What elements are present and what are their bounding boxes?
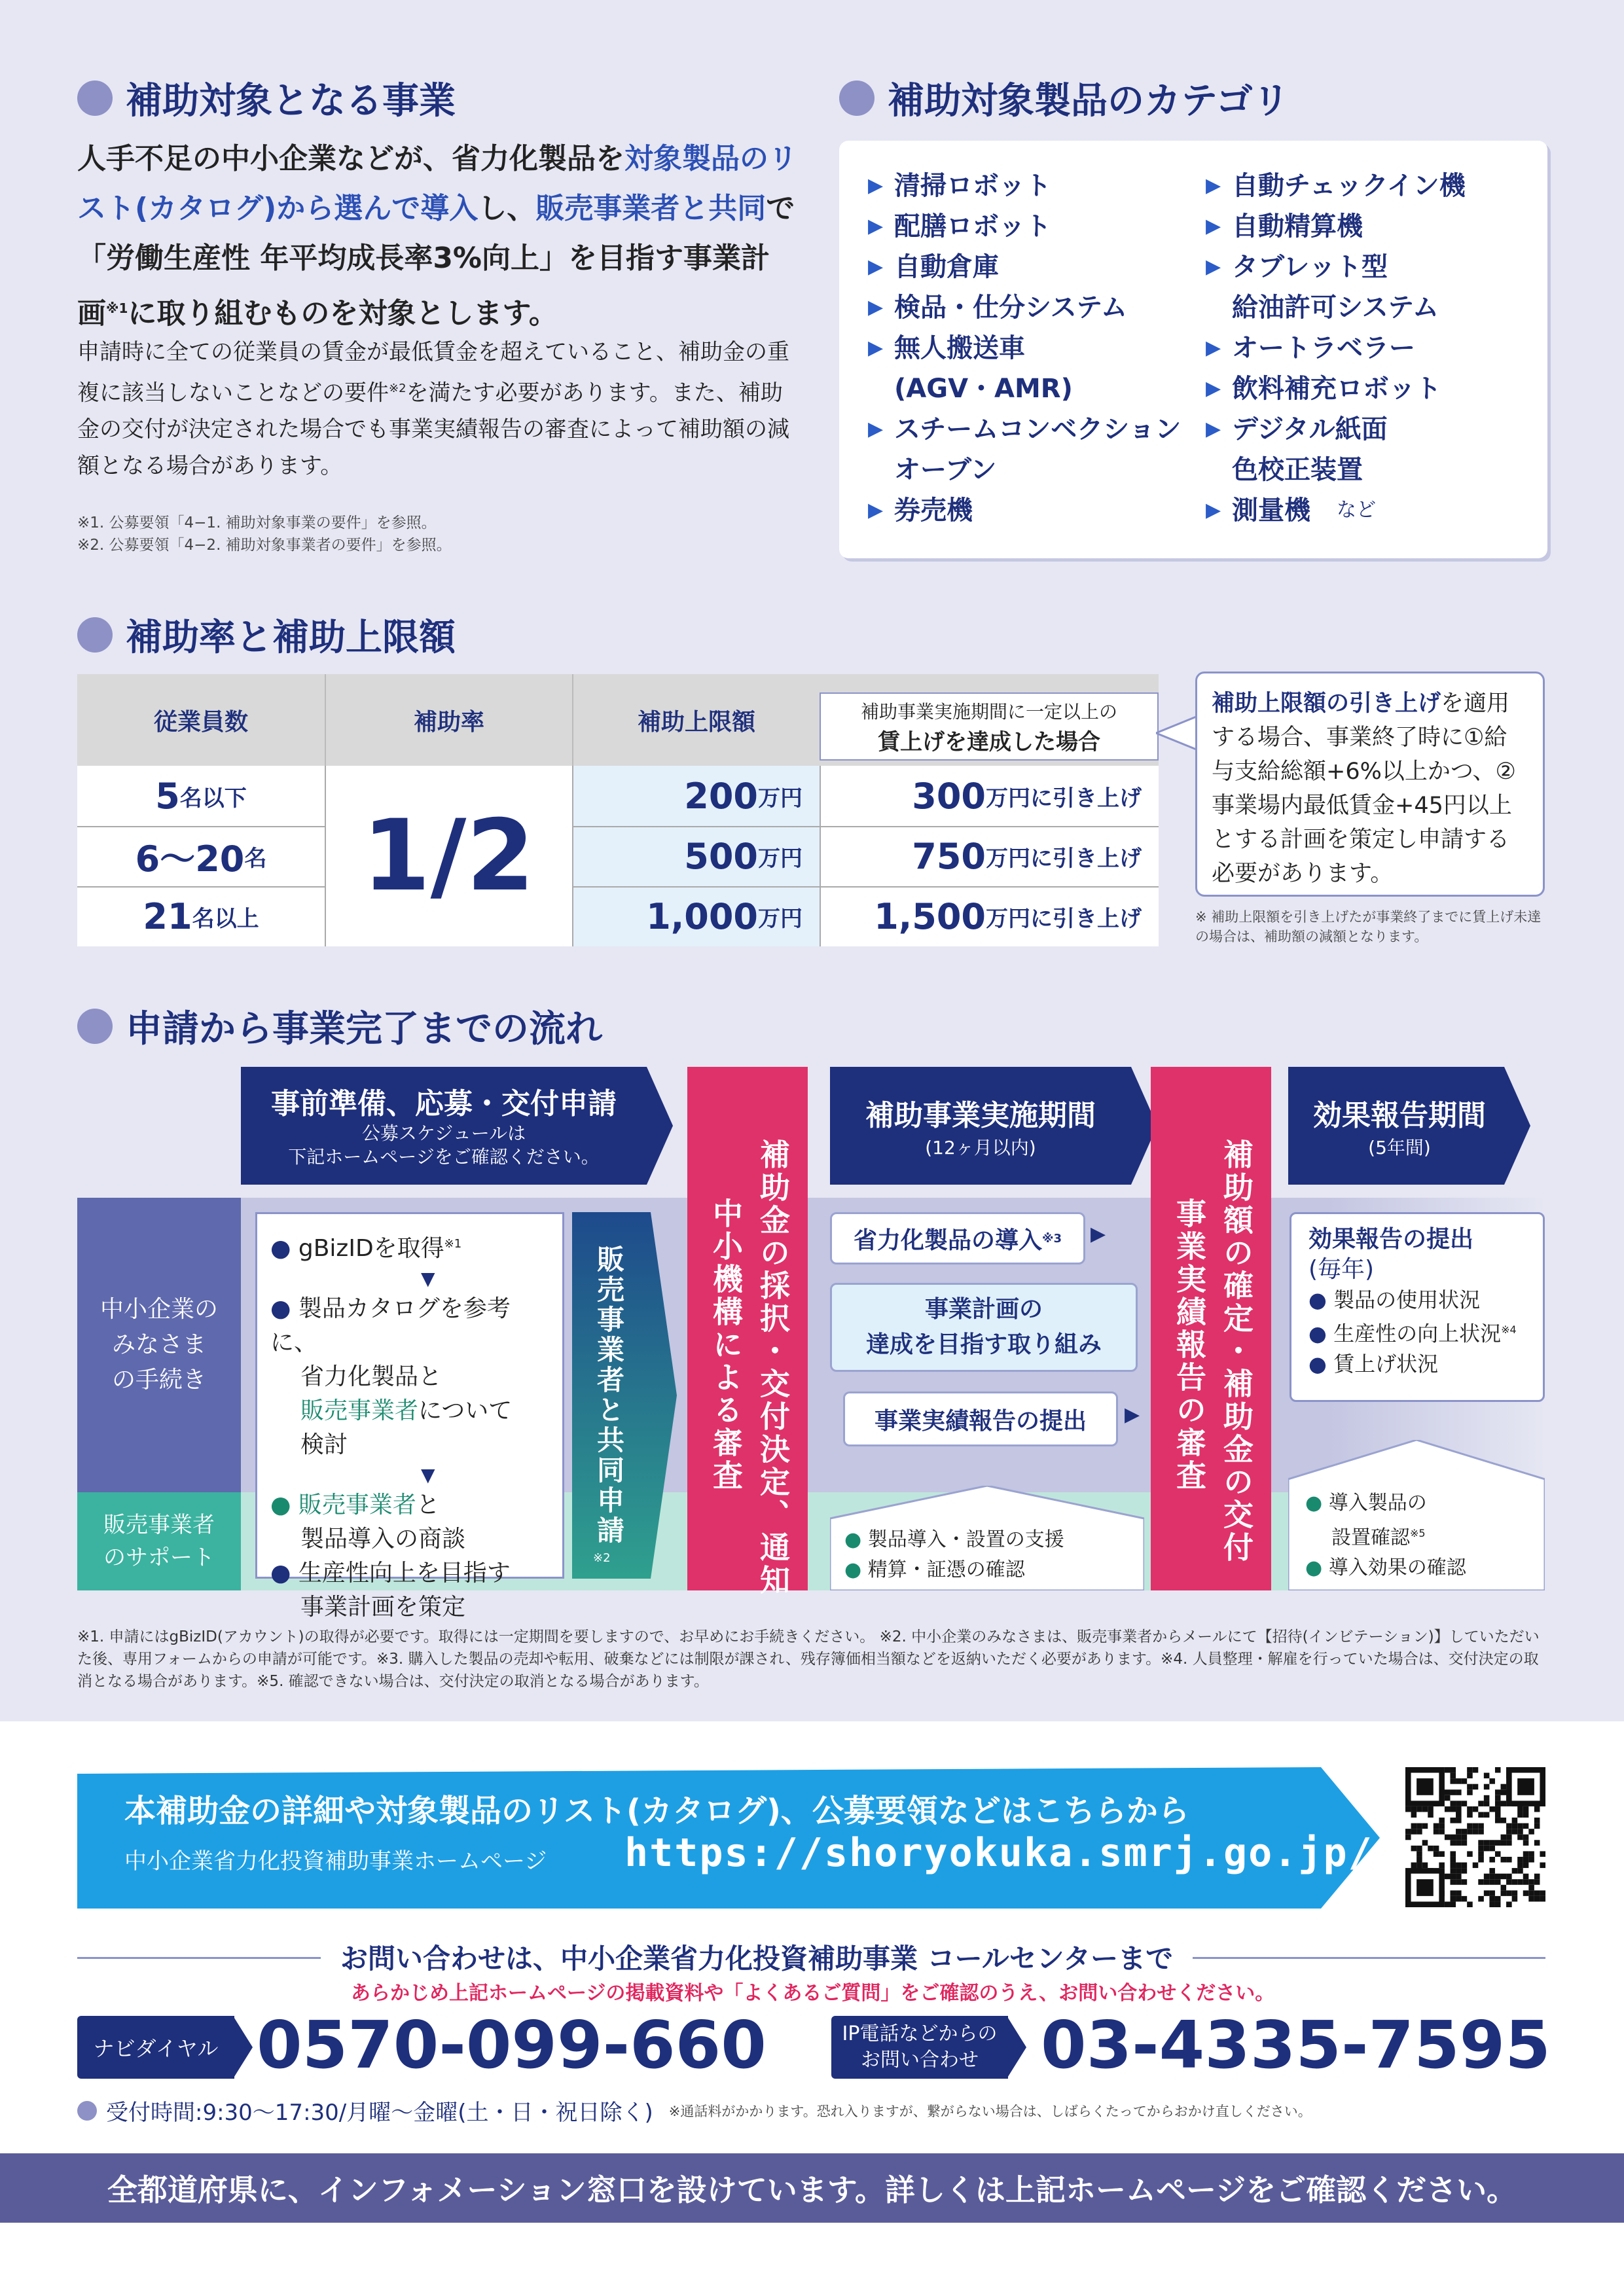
triangle-bullet-icon: ▶ <box>1206 215 1221 238</box>
employee-range: 6〜20 名 <box>135 838 267 880</box>
arrow-right-icon: ▶ <box>1125 1403 1140 1426</box>
triangle-bullet-icon: ▶ <box>1206 174 1221 197</box>
subsidy-cap: 200 万円 <box>684 775 803 817</box>
employee-range: 5 名以下 <box>155 775 247 817</box>
col-header-rate: 補助率 <box>325 674 572 766</box>
joint-application-label: 販売事業者と共同申請 <box>593 1245 625 1546</box>
phase1-label: 事前準備、応募・交付申請 公募スケジュールは 下記ホームページをご確認ください。 <box>271 1087 617 1168</box>
category-item: ▶ 測量機 など <box>1206 490 1466 531</box>
triangle-bullet-icon: ▶ <box>1206 499 1221 522</box>
raised-cap: 1,500 万円に引き上げ <box>874 895 1142 937</box>
col-header-employees: 従業員数 <box>153 708 248 736</box>
website-url-link[interactable]: https://shoryokuka.smrj.go.jp/ <box>624 1830 1373 1876</box>
down-arrow-icon: ▼ <box>421 1268 435 1289</box>
ip-phone-label: IP電話などからの お問い合わせ <box>831 2016 1008 2079</box>
subsidy-cap: 1,000 万円 <box>646 895 803 937</box>
bullet-dot-icon <box>839 81 875 116</box>
flow-footnotes: ※1. 申請にはgBizID(アカウント)の取得が必要です。取得には一定期間を要しますので、お早めにお手続きください。 ※2. 中小企業のみなさまは、販売事業者からメールにて【招待(インビテーション)】していただいた後、専用フォームからの申請が可能です。※3. 購入した製品の売却や転用、破棄などには制限が課され、残存簿価相当額などを返納いただく必要があります。※4. 人員整理・解雇を行っていた場合は、交付決定の取消となる場合があります。※5. 確認できない場合は、交付決定の取消となる場合があります。 <box>77 1628 1540 1690</box>
category-item: ▶ 配膳ロボット <box>868 206 1181 247</box>
requirements-text: 申請時に全ての従業員の賃金が最低賃金を超えていること、補助金の重複に該当しないことなどの要件$^{※2}$を満たす必要があります。また、補助金の交付が決定された場合でも事業実績報告の審査によって補助額の減額となる場合があります。 <box>77 339 789 480</box>
section1-notes: ※1. 公募要領「4−1. 補助対象事業の要件」を参照。 ※2. 公募要領「4−2. 補助対象事業者の要件」を参照。 <box>77 514 452 554</box>
triangle-bullet-icon: ▶ <box>868 499 884 522</box>
category-item: ▶ 無人搬送車 <box>868 328 1181 368</box>
category-item: ▶ 飲料補充ロボット <box>1206 368 1466 409</box>
preparation-steps-box: ● gBizIDを取得$^{※1}$ ▼ ● 製品カタログを参考に、 省力化製品と 販売事業者について 検討 ▼ ● 販売事業者と 製品導入の商談 ● 生産性向上を目指す 事業計画を策定 <box>255 1212 564 1579</box>
phase3-label: 効果報告期間 (5年間) <box>1313 1099 1486 1158</box>
category-item: ▶ デジタル紙面 <box>1206 409 1466 450</box>
category-item: ▶ 券売機 <box>868 490 1181 531</box>
reception-hours: 受付時間:9:30〜17:30/月曜〜金曜(土・日・祝日除く) ※通話料がかかります。恐れ入りますが、繋がらない場合は、しばらくたってからおかけ直しください。 <box>77 2094 1312 2126</box>
bullet-dot-icon <box>77 2101 97 2121</box>
contact-note: あらかじめ上記ホームページの掲載資料や「よくあるご質問」をご確認のうえ、お問い合わせください。 <box>351 1982 1275 2005</box>
triangle-bullet-icon: ▶ <box>868 174 884 197</box>
col-header-raise: 補助事業実施期間に一定以上の 賃上げを達成した場合 <box>820 692 1159 761</box>
category-list-left <box>868 166 1181 531</box>
heading-eligible-business: 補助対象となる事業 <box>77 72 456 124</box>
bullet-dot-icon <box>77 617 113 653</box>
qr-code[interactable] <box>1405 1767 1545 1907</box>
lane-label-sme: 中小企業の みなさま の手続き <box>77 1198 241 1492</box>
category-item: (AGV・AMR) <box>894 374 1073 404</box>
triangle-bullet-icon: ▶ <box>868 336 884 359</box>
lane-label-vendor: 販売事業者 のサポート <box>77 1492 241 1590</box>
col-header-cap: 補助上限額 <box>572 674 820 766</box>
category-item: 色校正装置 <box>1232 455 1363 485</box>
ip-phone-number[interactable]: 03-4335-7595 <box>1041 2007 1551 2083</box>
intro-text: 人手不足の中小企業などが、省力化製品を対象製品のリスト(カタログ)から選んで導入し、販売事業者と共同で「労働生産性 年平均成長率3%向上」を目指す事業計画$^{※1}$に取り組むものを対象とします。 <box>77 142 797 331</box>
employee-range: 21 名以上 <box>143 895 259 937</box>
contact-title: お問い合わせは、中小企業省力化投資補助事業 コールセンターまで <box>321 1937 1193 1977</box>
footer-bar: 全都道府県に、インフォメーション窓口を設けています。詳しくは上記ホームページをご確認ください。 <box>0 2153 1624 2223</box>
navi-dial-label: ナビダイヤル <box>77 2016 234 2079</box>
triangle-bullet-icon: ▶ <box>1206 377 1221 400</box>
triangle-bullet-icon: ▶ <box>1206 255 1221 278</box>
heading-flow: 申請から事業完了までの流れ <box>77 1000 602 1052</box>
category-item: ▶ 自動精算機 <box>1206 206 1466 247</box>
category-item: 給油許可システム <box>1232 293 1439 323</box>
category-item: ▶ 自動チェックイン機 <box>1206 166 1466 206</box>
category-item: ▶ 検品・仕分システム <box>868 287 1181 328</box>
bullet-dot-icon <box>77 81 113 116</box>
plan-achievement: 事業計画の 達成を目指す取り組み <box>830 1283 1138 1372</box>
category-list-right <box>1206 166 1466 531</box>
callout-pointer <box>1156 713 1198 753</box>
category-item: ▶ 清掃ロボット <box>868 166 1181 206</box>
heading-subsidy-rate: 補助率と補助上限額 <box>77 609 456 661</box>
banner-site-name: 中小企業省力化投資補助事業ホームページ <box>124 1848 547 1874</box>
callout-note: ※ 補助上限額を引き上げたが事業終了までに賃上げ未達の場合は、補助額の減額となります。 <box>1195 909 1542 944</box>
banner-title: 本補助金の詳細や対象製品のリスト(カタログ)、公募要領などはこちらから <box>124 1793 1189 1829</box>
raise-callout: 補助上限額の引き上げを適用する場合、事業終了時に①給与支給総額+6%以上かつ、②事業場内最低賃金+45円以上とする計画を策定し申請する必要があります。 <box>1195 672 1545 897</box>
subsidy-rate-value: 1/2 <box>362 799 535 913</box>
triangle-bullet-icon: ▶ <box>868 296 884 319</box>
category-item: ▶ タブレット型 <box>1206 247 1466 287</box>
down-arrow-icon: ▼ <box>421 1464 435 1486</box>
bullet-dot-icon <box>77 1009 113 1044</box>
triangle-bullet-icon: ▶ <box>868 215 884 238</box>
effect-report-box: 効果報告の提出 (毎年) ● 製品の使用状況 ● 生産性の向上状況$^{※4}$ ● 賃上げ状況 <box>1290 1212 1545 1402</box>
category-item: ▶ 自動倉庫 <box>868 247 1181 287</box>
subsidy-cap: 500 万円 <box>684 835 803 877</box>
raised-cap: 300 万円に引き上げ <box>912 775 1142 817</box>
arrow-right-icon: ▶ <box>1091 1223 1106 1246</box>
triangle-bullet-icon: ▶ <box>868 418 884 440</box>
triangle-bullet-icon: ▶ <box>1206 418 1221 440</box>
heading-product-category: 補助対象製品のカテゴリ <box>839 72 1290 124</box>
rate-table <box>77 674 1159 946</box>
category-item: オーブン <box>894 455 997 485</box>
report-submission: 事業実績報告の提出 <box>843 1391 1118 1446</box>
raised-cap: 750 万円に引き上げ <box>912 835 1142 877</box>
phase2-label: 補助事業実施期間 (12ヶ月以内) <box>865 1099 1096 1158</box>
triangle-bullet-icon: ▶ <box>868 255 884 278</box>
navi-dial-number[interactable]: 0570-099-660 <box>257 2007 767 2083</box>
product-introduction: 省力化製品の導入 ※3 <box>830 1212 1085 1265</box>
category-item: ▶ オートラベラー <box>1206 328 1466 368</box>
triangle-bullet-icon: ▶ <box>1206 336 1221 359</box>
category-item: ▶ スチームコンベクション <box>868 409 1181 450</box>
flow-diagram: 中小企業の みなさま の手続き 販売事業者 のサポート 事前準備、応募・交付申請 公募スケジュールは 下記ホームページをご確認ください。 補助事業実施期間 (12ヶ月以内) 効果報告期間 (5年間) ● gBizIDを取得$^{※1}$ ▼ ● 製品カタログを参考に、 省力化製品と 販売事業者について 検討 ▼ ● 販売事業者と 製品導入の商談 ● 生産性向上を目指す 事業計画を策定 販売事業者と共同申請 ※2 補助金の採択・交付決定、通知 中小機構による審査 省力化製品の導入 ※3 ▶ 事業計画の 達成を目指す取り組み 事業実績報告の提出 ▶ ● 製品導入・設置の支援 ● 精算・証憑の確認 補助額の確定・補助金の交付 事業実績報告の審査 効果報告の提出 (毎年) ● 製品の使用状況 ● 生産性の向上状況$^{※4}$ ● 賃上げ状況 ● 導入製品の 設置確認$^{※5}$ ● 導入効果の確認 <box>77 1067 1545 1689</box>
category-box <box>839 141 1547 558</box>
